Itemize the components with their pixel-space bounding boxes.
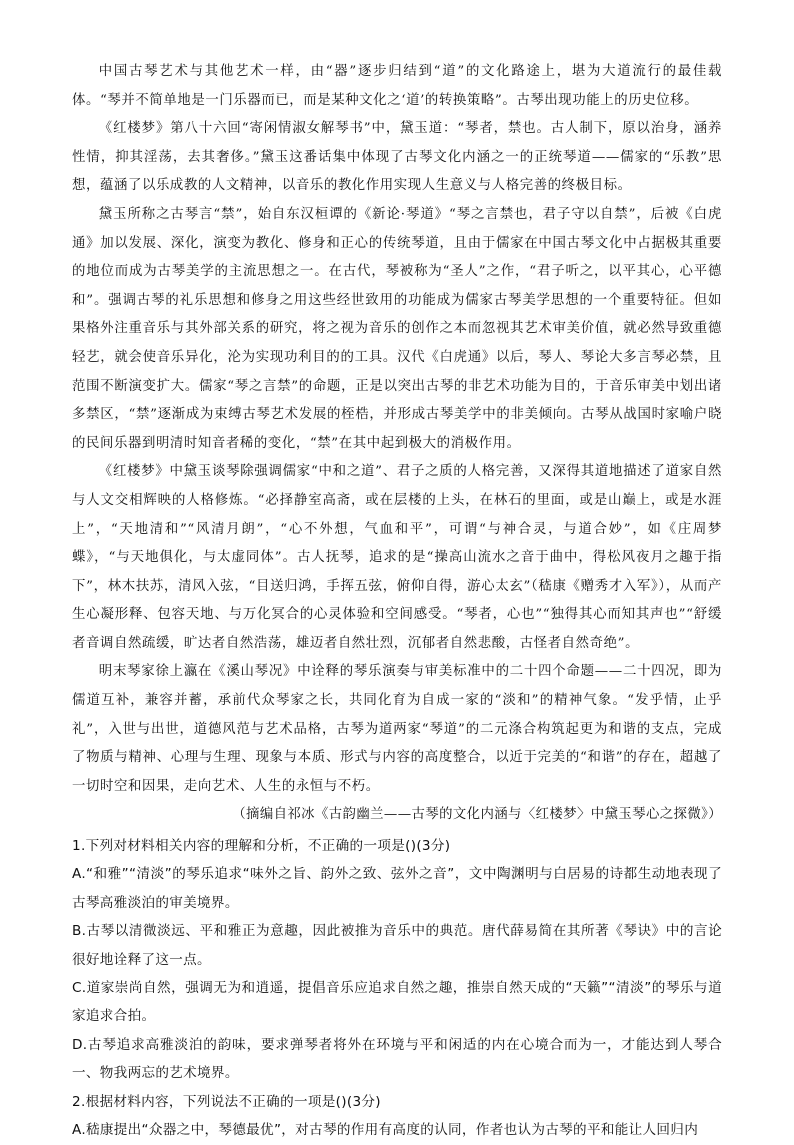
reading-passage xyxy=(72,58,722,801)
passage-source-citation: （摘编自祁冰《古韵幽兰——古琴的文化内涵与〈红楼梦〉中黛玉琴心之探微》） xyxy=(232,807,722,823)
question-1 xyxy=(72,832,722,1088)
passage-paragraph-3: 黛玉所称之古琴言“禁”，始自东汉桓谭的《新论·琴道》“琴之言禁也，君子守以自禁”，后被《白虎通》加以发展、深化，演变为教化、修身和正心的传统琴道，且由于儒家在中国古琴文化中占据极其重要的地位而成为古琴美学的主流思想之一。在古代，琴被称为“圣人”之作，“君子听之，以平其心，心平德和”。强调古琴的礼乐思想和修身之用这些经世致用的功能成为儒家古琴美学思想的一个重要特征。但如果格外注重音乐与其外部关系的研究，将之视为音乐的创作之本而忽视其艺术审美价值，就必然导致重德轻艺，就会使音乐异化，沦为实现功利目的的工具。汉代《白虎通》以后，琴人、琴论大多言琴必禁，且范围不断演变扩大。儒家“琴之言禁”的命题，正是以突出古琴的非艺术功能为目的，于音乐审美中划出诸多禁区，“禁”逐渐成为束缚古琴艺术发展的桎梏，并形成古琴美学中的非美倾向。古琴从战国时家喻户晓的民间乐器到明清时知音者稀的变化，“禁”在其中起到极大的消极作用。 xyxy=(72,206,722,451)
passage-paragraph-5: 明末琴家徐上瀛在《溪山琴况》中诠释的琴乐演奏与审美标准中的二十四个命题——二十四况，即为儒道互补，兼容并蓄，承前代众琴家之长，共同化育为自成一家的“淡和”的精神气象。“发乎情，止乎礼”，入世与出世，道德风范与艺术品格，古琴为道两家“琴道”的二元涤合构筑起更为和谐的支点，完成了物质与精神、心理与生理、现象与本质、形式与内容的高度整合，以近于完美的“和谐”的存在，超越了一切时空和因果，走向艺术、人生的永恒与不朽。 xyxy=(72,664,722,794)
question-1-option-b: B.古琴以清微淡远、平和雅正为意趣，因此被推为音乐中的典范。唐代薛易简在其所著《琴诀》中的言论很好地诠释了这一点。 xyxy=(72,923,722,968)
passage-paragraph-1: 中国古琴艺术与其他艺术一样，由“器”逐步归结到“道”的文化路途上，堪为大道流行的最佳载体。“琴并不简单地是一门乐器而已，而是某种文化之‘道’的转换策略”。古琴出现功能上的历史位移。 xyxy=(72,64,722,108)
question-1-stem: 1.下列对材料相关内容的理解和分析，不正确的一项是()(3分) xyxy=(72,838,451,855)
passage-paragraph-2: 《红楼梦》第八十六回“寄闲情淑女解琴书”中，黛玉道：“琴者，禁也。古人制下，原以治身，涵养性情，抑其淫荡，去其奢侈。”黛玉这番话集中体现了古琴文化内涵之一的正统琴道——儒家的“乐教”思想，蕴涵了以乐成教的人文精神，以音乐的教化作用实现人生意义与人格完善的终极目标。 xyxy=(72,121,722,194)
question-2-stem: 2.根据材料内容，下列说法不正确的一项是()(3分) xyxy=(72,1093,381,1110)
passage-paragraph-4: 《红楼梦》中黛玉谈琴除强调儒家“中和之道”、君子之质的人格完善，又深得其道地描述了道家自然与人文交相辉映的人格修炼。“必择静室高斋，或在层楼的上头，在林石的里面，或是山巅上，或是水涯上”，“天地清和”“风清月朗”，“心不外想，气血和平”，可谓“与神合灵，与道合妙”，如《庄周梦蝶》，“与天地俱化，与太虚同体”。古人抚琴，追求的是“操高山流水之音于曲中，得松风夜月之趣于指下”，林木扶苏，清风入弦，“目送归鸿，手挥五弦，俯仰自得，游心太玄”（嵇康《赠秀才入军》），从而产生心凝形释、包容天地、与万化冥合的心灵体验和空间感受。“琴者，心也”“独得其心而知其声也”“舒缓者音调自然疏缓，旷达者自然浩荡，雄迈者自然壮烈，沉郁者自然悲酸，古怪者自然奇绝”。 xyxy=(72,464,722,651)
question-section xyxy=(72,832,722,1144)
question-2 xyxy=(72,1088,722,1145)
question-2-option-a: A.嵇康提出“众器之中，琴德最优”，对古琴的作用有高度的认同，作者也认为古琴的平和能让人回归内 xyxy=(72,1122,699,1139)
question-1-option-c: C.道家崇尚自然，强调无为和逍遥，提倡音乐应追求自然之趣，推崇自然天成的“天籁”“清淡”的琴乐与道家追求合拍。 xyxy=(72,980,722,1025)
question-1-option-a: A.“和雅”“清淡”的琴乐追求“味外之旨、韵外之致、弦外之音”，文中陶渊明与白居易的诗都生动地表现了古琴高雅淡泊的审美境界。 xyxy=(72,866,722,911)
question-1-option-d: D.古琴追求高雅淡泊的韵味，要求弹琴者将外在环境与平和闲适的内在心境合而为一，才能达到人琴合一、物我两忘的艺术境界。 xyxy=(72,1036,722,1082)
